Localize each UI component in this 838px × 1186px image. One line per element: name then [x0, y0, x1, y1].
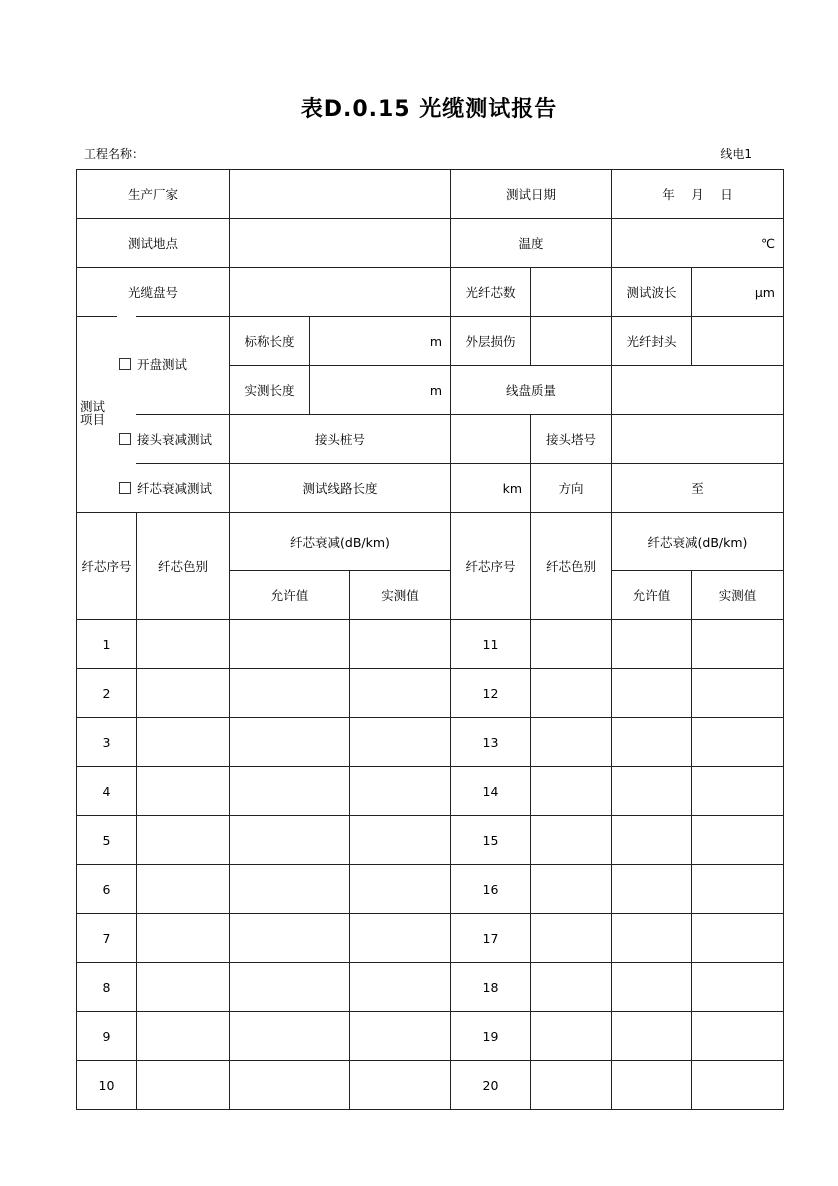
core-color-field[interactable]	[530, 864, 612, 914]
core-number: 2	[76, 668, 137, 718]
core-color-field[interactable]	[136, 766, 230, 816]
direction-field: 至	[611, 463, 784, 513]
allowed-value-field[interactable]	[611, 1060, 692, 1110]
allowed-value-field[interactable]	[611, 962, 692, 1012]
core-number: 19	[450, 1011, 531, 1061]
allowed-value-field[interactable]	[611, 864, 692, 914]
core-number: 10	[76, 1060, 137, 1110]
measured-value-field[interactable]	[349, 913, 451, 963]
label-manufacturer: 生产厂家	[76, 169, 230, 219]
core-number: 17	[450, 913, 531, 963]
header-core-no: 纤芯序号	[76, 512, 137, 620]
core-number: 9	[76, 1011, 137, 1061]
measured-value-field[interactable]	[691, 717, 784, 767]
core-color-field[interactable]	[136, 668, 230, 718]
header-core-no-right: 纤芯序号	[450, 512, 531, 620]
label-splice-stake: 接头桩号	[229, 414, 451, 464]
allowed-value-field[interactable]	[229, 1060, 350, 1110]
checkbox-label: 纤芯衰减测试	[137, 481, 213, 496]
test-date-field: 年 月 日	[611, 169, 784, 219]
core-color-field[interactable]	[136, 815, 230, 865]
temperature-field: ℃	[611, 218, 784, 268]
core-number: 8	[76, 962, 137, 1012]
label-outer-damage: 外层损伤	[450, 316, 531, 366]
reel-no-field[interactable]	[229, 267, 451, 317]
core-color-field[interactable]	[530, 913, 612, 963]
label-nominal-length: 标称长度	[229, 316, 310, 366]
allowed-value-field[interactable]	[611, 668, 692, 718]
checkbox-icon[interactable]	[119, 482, 131, 494]
allowed-value-field[interactable]	[611, 766, 692, 816]
allowed-value-field[interactable]	[611, 619, 692, 669]
label-test-date: 测试日期	[450, 169, 612, 219]
label-splice-tower: 接头塔号	[530, 414, 612, 464]
core-number: 14	[450, 766, 531, 816]
label-direction: 方向	[530, 463, 612, 513]
line-length-field: km	[450, 463, 531, 513]
outer-damage-field[interactable]	[530, 316, 612, 366]
measured-value-field[interactable]	[349, 962, 451, 1012]
core-number: 3	[76, 717, 137, 767]
header-core-color-right: 纤芯色别	[530, 512, 612, 620]
allowed-value-field[interactable]	[229, 668, 350, 718]
allowed-value-field[interactable]	[229, 962, 350, 1012]
label-reel-quality: 线盘质量	[450, 365, 612, 415]
allowed-value-field[interactable]	[229, 864, 350, 914]
label-temperature: 温度	[450, 218, 612, 268]
reel-test-checkbox[interactable]	[119, 355, 187, 373]
splice-stake-field[interactable]	[450, 414, 531, 464]
fiber-count-field[interactable]	[530, 267, 612, 317]
label-measured-length: 实测长度	[229, 365, 310, 415]
measured-value-field[interactable]	[691, 815, 784, 865]
header-attenuation: 纤芯衰减(dB/km)	[229, 512, 451, 571]
measured-value-field[interactable]	[691, 619, 784, 669]
measured-value-field[interactable]	[349, 619, 451, 669]
core-color-field[interactable]	[136, 717, 230, 767]
core-number: 12	[450, 668, 531, 718]
nominal-length-field: m	[309, 316, 451, 366]
page-title: 表D.0.15 光缆测试报告	[300, 97, 558, 122]
core-number: 16	[450, 864, 531, 914]
measured-value-field[interactable]	[349, 668, 451, 718]
core-color-field[interactable]	[530, 717, 612, 767]
label-test-location: 测试地点	[76, 218, 230, 268]
measured-value-field[interactable]	[691, 766, 784, 816]
core-color-field[interactable]	[530, 815, 612, 865]
allowed-value-field[interactable]	[229, 1011, 350, 1061]
core-color-field[interactable]	[530, 962, 612, 1012]
test-location-field[interactable]	[229, 218, 451, 268]
core-number: 20	[450, 1060, 531, 1110]
core-color-field[interactable]	[136, 1060, 230, 1110]
checkbox-icon[interactable]	[119, 433, 131, 445]
core-color-field[interactable]	[530, 668, 612, 718]
allowed-value-field[interactable]	[611, 1011, 692, 1061]
core-number: 11	[450, 619, 531, 669]
wavelength-field: μm	[691, 267, 784, 317]
core-color-field[interactable]	[530, 766, 612, 816]
label-fiber-count: 光纤芯数	[450, 267, 531, 317]
core-color-field[interactable]	[136, 962, 230, 1012]
allowed-value-field[interactable]	[611, 717, 692, 767]
checkbox-label: 接头衰减测试	[137, 432, 213, 447]
header-allowed-right: 允许值	[611, 570, 692, 620]
fiber-seal-field[interactable]	[691, 316, 784, 366]
core-number: 6	[76, 864, 137, 914]
measured-value-field[interactable]	[349, 1060, 451, 1110]
splice-test-checkbox[interactable]	[119, 430, 212, 448]
allowed-value-field[interactable]	[611, 913, 692, 963]
core-test-checkbox[interactable]	[119, 479, 212, 497]
form-code: 线电1	[720, 147, 752, 161]
reel-quality-field[interactable]	[611, 365, 784, 415]
manufacturer-field[interactable]	[229, 169, 451, 219]
header-allowed: 允许值	[229, 570, 350, 620]
core-color-field[interactable]	[136, 619, 230, 669]
core-number: 15	[450, 815, 531, 865]
core-color-field[interactable]	[136, 1011, 230, 1061]
allowed-value-field[interactable]	[229, 815, 350, 865]
header-core-color: 纤芯色别	[136, 512, 230, 620]
label-fiber-seal: 光纤封头	[611, 316, 692, 366]
core-number: 7	[76, 913, 137, 963]
measured-value-field[interactable]	[691, 1060, 784, 1110]
core-color-field[interactable]	[136, 913, 230, 963]
measured-value-field[interactable]	[349, 864, 451, 914]
measured-value-field[interactable]	[691, 1011, 784, 1061]
label-test-wavelength: 测试波长	[611, 267, 692, 317]
line-gap	[117, 315, 136, 318]
measured-value-field[interactable]	[349, 1011, 451, 1061]
core-color-field[interactable]	[136, 864, 230, 914]
divider	[136, 463, 229, 464]
splice-tower-field[interactable]	[611, 414, 784, 464]
header-measured: 实测值	[349, 570, 451, 620]
core-number: 5	[76, 815, 137, 865]
allowed-value-field[interactable]	[229, 913, 350, 963]
measured-value-field[interactable]	[691, 668, 784, 718]
core-color-field[interactable]	[530, 1011, 612, 1061]
core-color-field[interactable]	[530, 1060, 612, 1110]
measured-value-field[interactable]	[691, 913, 784, 963]
core-number: 18	[450, 962, 531, 1012]
measured-length-field: m	[309, 365, 451, 415]
label-line-length: 测试线路长度	[229, 463, 451, 513]
measured-value-field[interactable]	[691, 864, 784, 914]
measured-value-field[interactable]	[349, 815, 451, 865]
allowed-value-field[interactable]	[229, 619, 350, 669]
measured-value-field[interactable]	[691, 962, 784, 1012]
header-measured-right: 实测值	[691, 570, 784, 620]
measured-value-field[interactable]	[349, 717, 451, 767]
core-number: 4	[76, 766, 137, 816]
core-number: 13	[450, 717, 531, 767]
allowed-value-field[interactable]	[611, 815, 692, 865]
label-reel-no: 光缆盘号	[76, 267, 230, 317]
project-name-label: 工程名称：	[84, 147, 145, 161]
allowed-value-field[interactable]	[229, 717, 350, 767]
header-attenuation-right: 纤芯衰减(dB/km)	[611, 512, 784, 571]
core-color-field[interactable]	[530, 619, 612, 669]
measured-value-field[interactable]	[349, 766, 451, 816]
divider	[136, 414, 229, 415]
checkbox-label: 开盘测试	[137, 357, 188, 372]
core-number: 1	[76, 619, 137, 669]
test-items-label: 测试项目	[80, 399, 106, 427]
checkbox-icon[interactable]	[119, 358, 131, 370]
allowed-value-field[interactable]	[229, 766, 350, 816]
